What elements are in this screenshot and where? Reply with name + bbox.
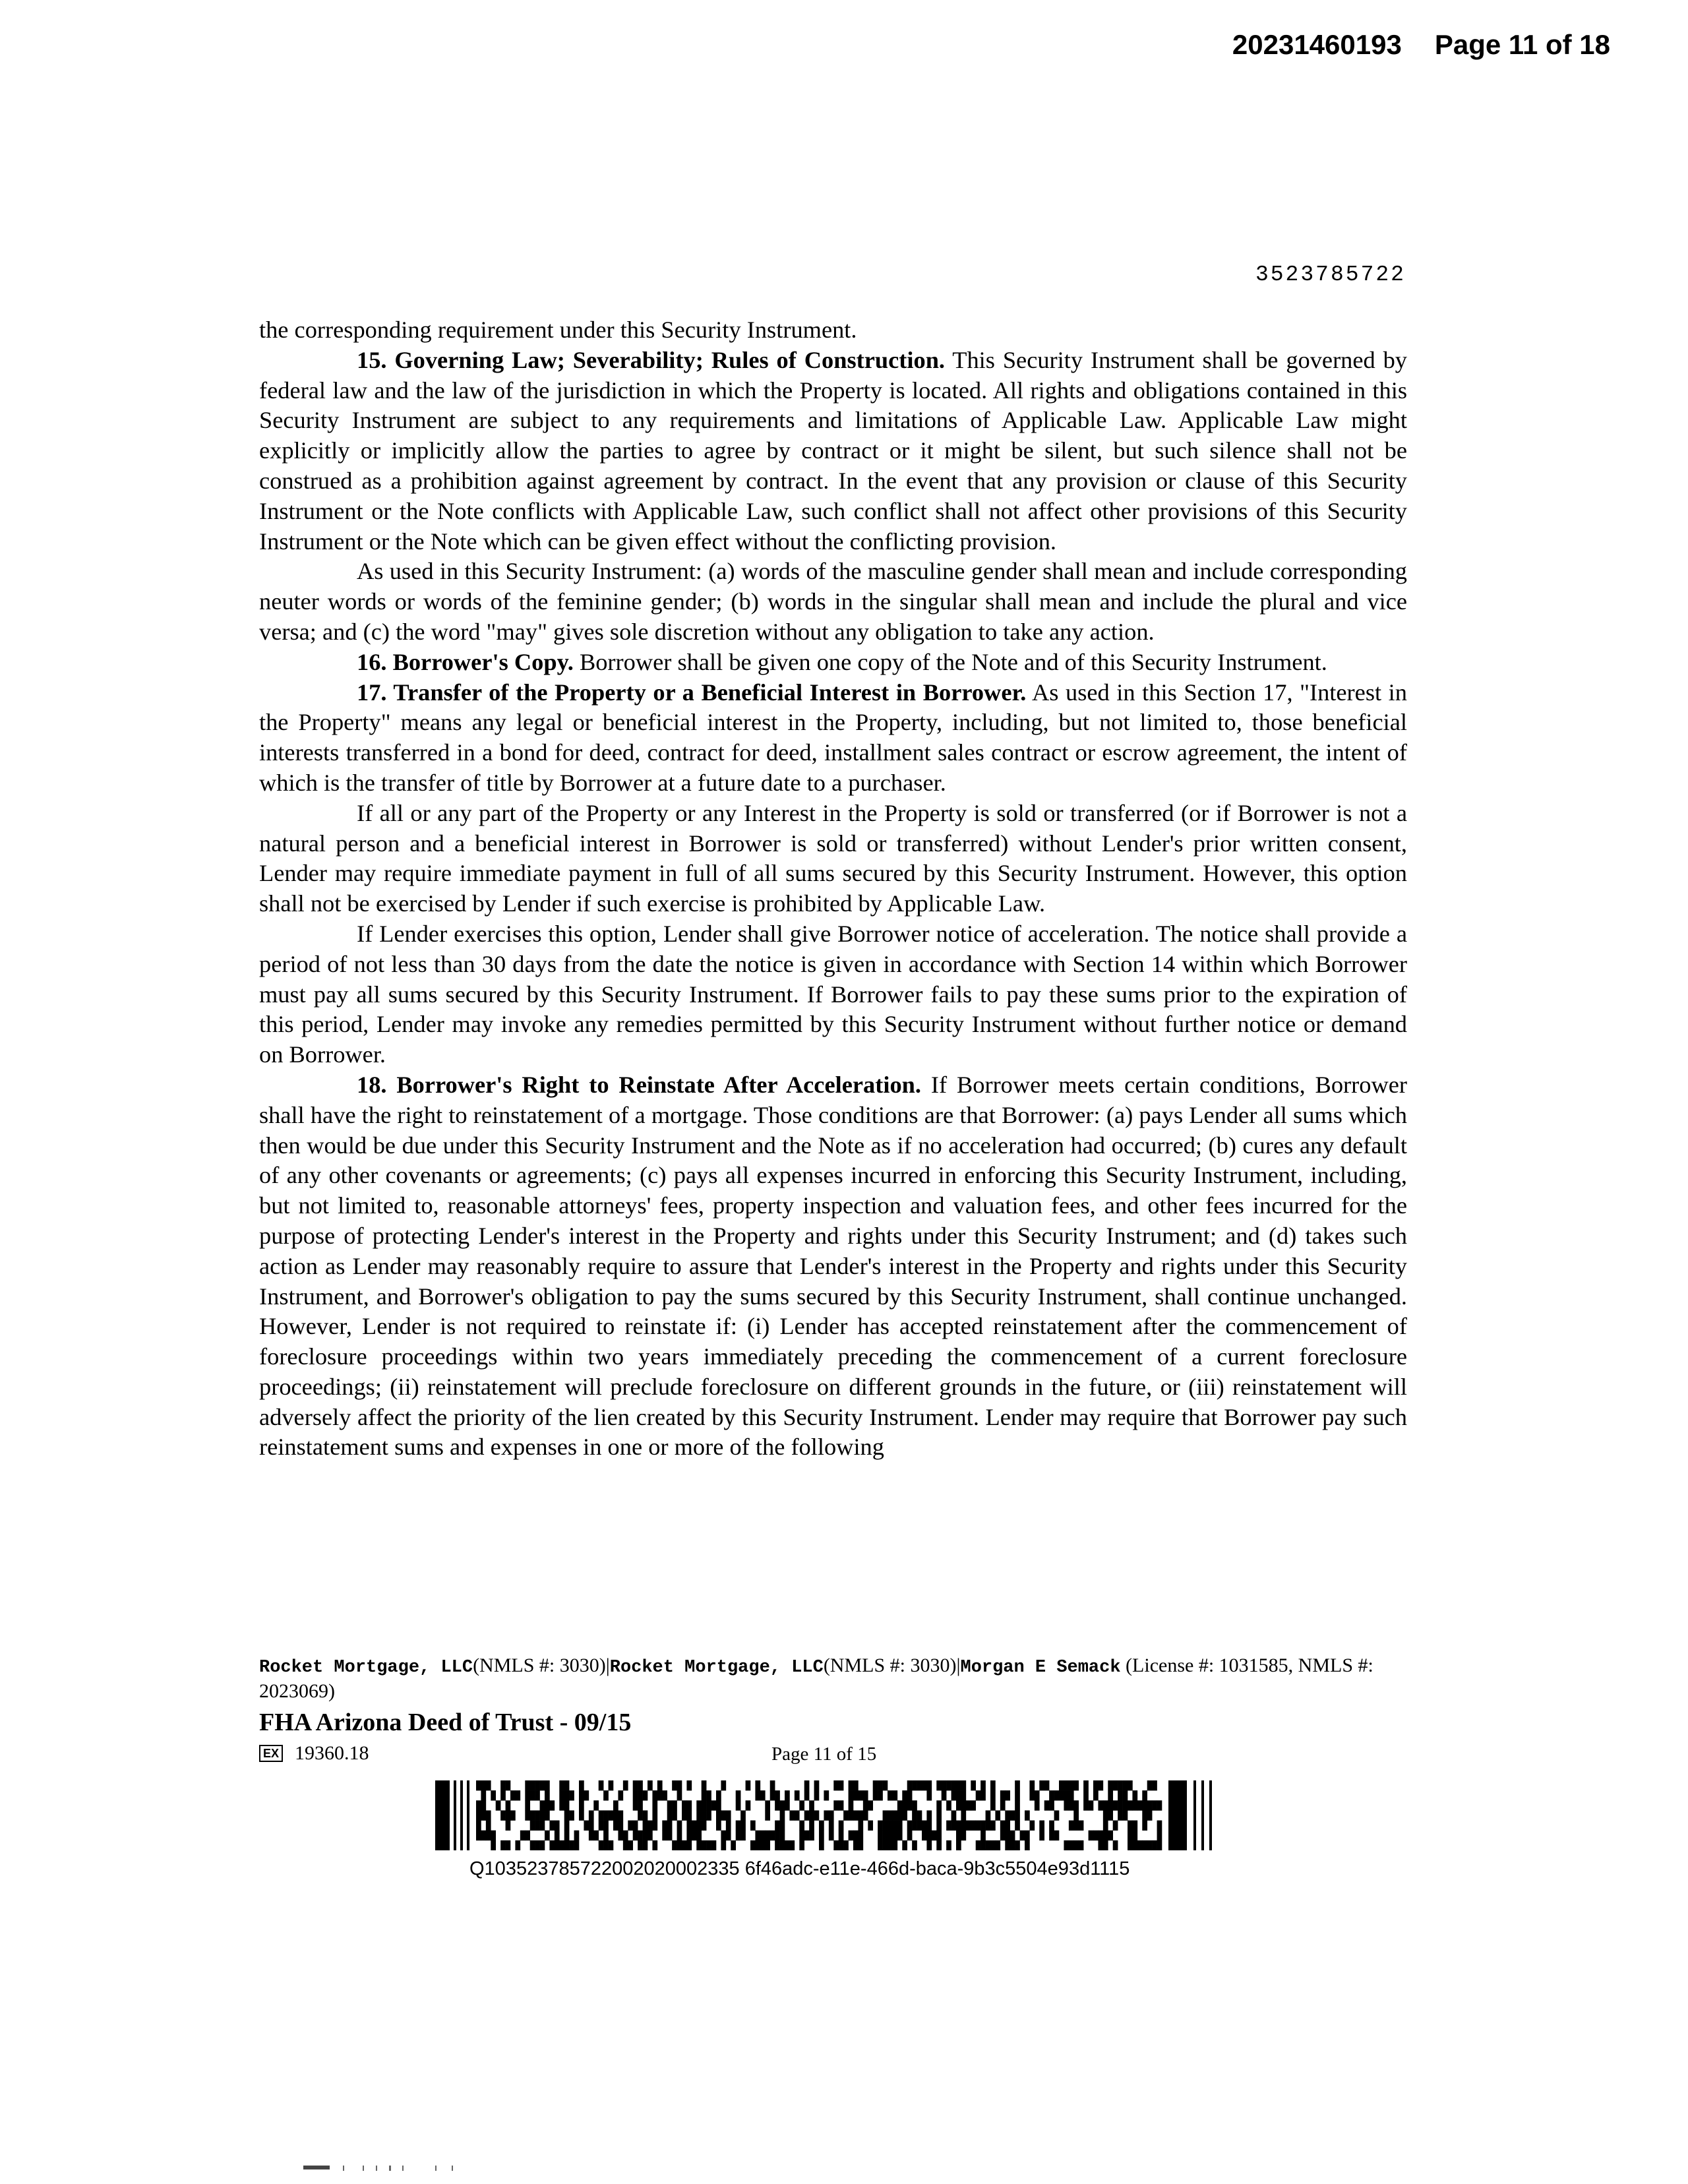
ellie-mae-logo-icon: EX xyxy=(259,1745,283,1762)
section-15-paragraph-2: As used in this Security Instrument: (a) words of the masculine gender shall mean and include corresponding neuter words or words of the feminine gender; (b) words in the singular shall mean and include the plural and vice versa; and (c) the word "may" gives sole discretion without any obligation to take any action. xyxy=(259,558,1407,645)
loan-number: 3523785722 xyxy=(1255,262,1406,287)
originator-license: (License #: 1031585, NMLS #: 2023069) xyxy=(259,1654,1373,1702)
recording-header xyxy=(1232,29,1610,61)
lender-info xyxy=(259,1654,1407,1703)
section-17-paragraph-2: If all or any part of the Property or any Interest in the Property is sold or transferred (or if Borrower is not a natural person and a beneficial interest in Borrower is sold or transferred) without Lender's prior written consent, Lender may require immediate payment in full of all sums secured by this Security Instrument. However, this option shall not be exercised by Lender if such exercise is prohibited by Applicable Law. xyxy=(259,799,1407,917)
lender-2-name: Rocket Mortgage, LLC xyxy=(609,1658,824,1678)
separator: | xyxy=(605,1654,610,1676)
form-number-row xyxy=(259,1742,369,1765)
recording-number: 20231460193 xyxy=(1232,29,1402,60)
lender-1-nmls: (NMLS #: 3030) xyxy=(473,1654,606,1676)
barcode-text: Q103523785722002020002335 6f46adc-e11e-466d-baca-9b3c5504e93d1115 xyxy=(469,1858,1130,1879)
form-title: FHA Arizona Deed of Trust - 09/15 xyxy=(259,1709,632,1736)
section-15-heading: 15. Governing Law; Severability; Rules of Construction. xyxy=(357,346,946,373)
section-17-paragraph-3: If Lender exercises this option, Lender shall give Borrower notice of acceleration. The notice shall provide a period of not less than 30 days from the date the notice is given in accordance with Section 14 within which Borrower must pay all sums secured by this Security Instrument. If Borrower fails to pay these sums prior to the expiration of this period, Lender may invoke any remedies permitted by this Security Instrument without further notice or demand on Borrower. xyxy=(259,920,1407,1068)
section-18-paragraph xyxy=(259,1070,1407,1463)
barcode-icon xyxy=(435,1780,1222,1850)
lender-2-nmls: (NMLS #: 3030) xyxy=(823,1654,957,1676)
section-15-paragraph xyxy=(259,346,1407,557)
section-18-text: If Borrower meets certain conditions, Borrower shall have the right to reinstatement of a mortgage. Those conditions are that Borrower: (a) pays Lender all sums which then would be due under this Security Instrument and the Note as if no acceleration had occurred; (b) cures any default of any other covenants or agreements; (c) pays all expenses incurred in enforcing this Security Instrument, including, but not limited to, reasonable attorneys' fees, property inspection and valuation fees, and other fees incurred for the purpose of protecting Lender's interest in the Property and rights under this Security Instrument; and (d) takes such action as Lender may reasonably require to assure that Lender's interest in the Property and rights under this Security Instrument, and Borrower's obligation to pay the sums secured by this Security Instrument, shall continue unchanged. However, Lender is not required to reinstate if: (i) Lender has accepted reinstatement after the commencement of foreclosure proceedings within two years immediately preceding the commencement of a current foreclosure proceedings; (ii) reinstatement will preclude foreclosure on different grounds in the future, or (iii) reinstatement will adversely affect the priority of the lien created by this Security Instrument. Lender may require that Borrower pay such reinstatement sums and expenses in one or more of the following xyxy=(259,1071,1407,1461)
scan-artifact-icon xyxy=(290,2164,528,2172)
section-16-text: Borrower shall be given one copy of the Note and of this Security Instrument. xyxy=(573,648,1327,675)
originator-name: Morgan E Semack xyxy=(960,1658,1121,1678)
section-15-text: This Security Instrument shall be governed by federal law and the law of the jurisdiction in which the Property is located. All rights and obligations contained in this Security Instrument are subject to any requirements and limitations of Applicable Law. Applicable Law might explicitly or implicitly allow the parties to agree by contract or it might be silent, but such silence shall not be construed as a prohibition against agreement by contract. In the event that any provision or clause of this Security Instrument or the Note conflicts with Applicable Law, such conflict shall not affect other provisions of this Security Instrument or the Note which can be given effect without the conflicting provision. xyxy=(259,346,1407,555)
document-body xyxy=(259,315,1407,1463)
section-16-paragraph xyxy=(259,648,1407,678)
form-page-number: Page 11 of 15 xyxy=(771,1744,877,1765)
continuation-paragraph: the corresponding requirement under this Security Instrument. xyxy=(259,317,857,343)
section-18-heading: 18. Borrower's Right to Reinstate After Acceleration. xyxy=(357,1071,921,1098)
recording-page-label: Page 11 of 18 xyxy=(1434,29,1610,60)
lender-1-name: Rocket Mortgage, LLC xyxy=(259,1658,473,1678)
form-number: 19360.18 xyxy=(295,1742,369,1764)
section-17-text: As used in this Section 17, "Interest in the Property" means any legal or beneficial interest in the Property, including, but not limited to, those beneficial interests transferred in a bond for deed, contract for deed, installment sales contract or escrow agreement, the intent of which is the transfer of title by Borrower at a future date to a purchaser. xyxy=(259,679,1407,796)
section-16-heading: 16. Borrower's Copy. xyxy=(357,648,574,675)
section-17-paragraph xyxy=(259,678,1407,799)
section-17-heading: 17. Transfer of the Property or a Beneficial Interest in Borrower. xyxy=(357,679,1027,706)
separator: | xyxy=(956,1654,961,1676)
